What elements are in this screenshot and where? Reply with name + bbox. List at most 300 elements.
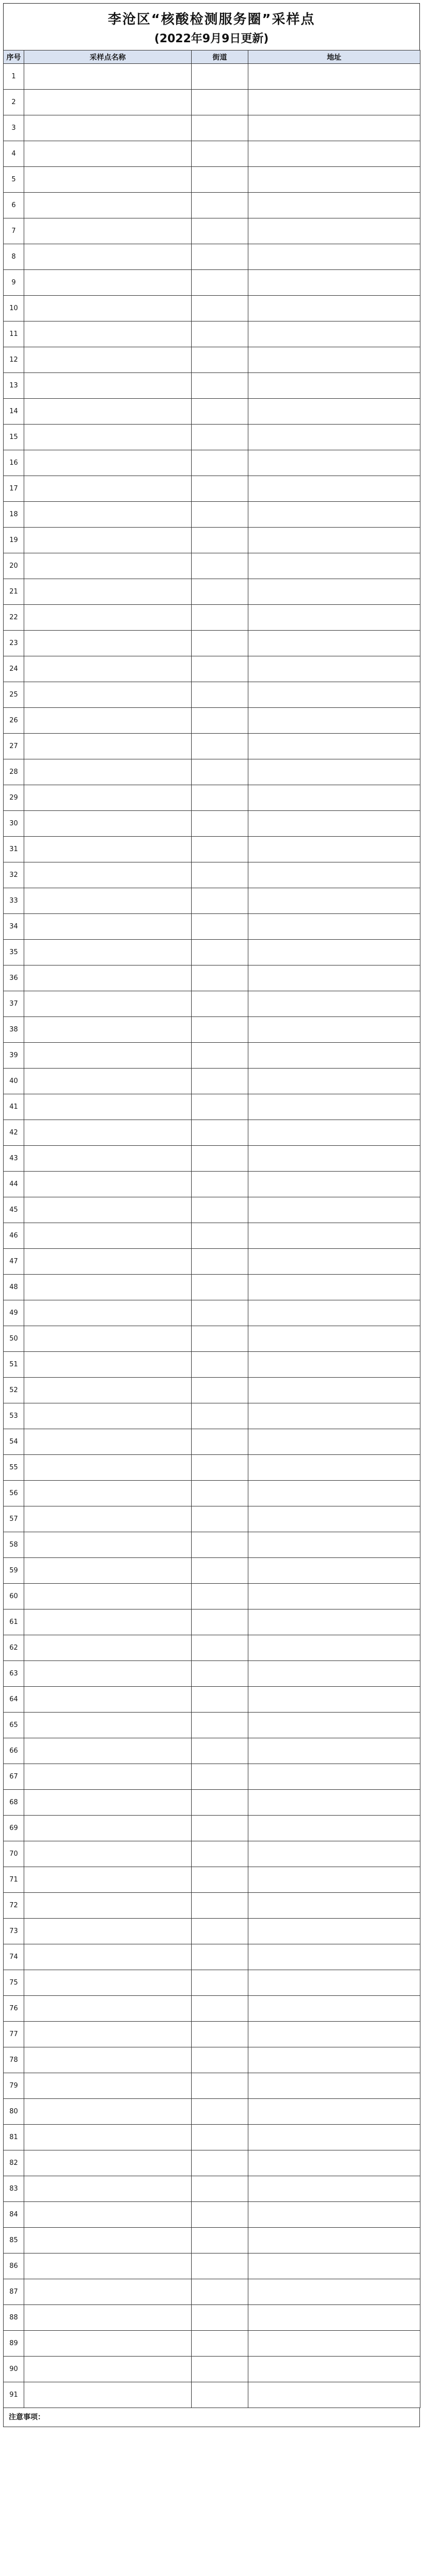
cell-name	[24, 1197, 192, 1223]
cell-name	[24, 965, 192, 991]
cell-name	[24, 502, 192, 528]
cell-address	[248, 785, 420, 811]
cell-number: 25	[4, 682, 24, 708]
cell-address	[248, 1609, 420, 1635]
table-row	[4, 1584, 420, 1609]
cell-name	[24, 399, 192, 425]
cell-name	[24, 1867, 192, 1893]
table-row	[4, 811, 420, 837]
table-row	[4, 1378, 420, 1403]
cell-number: 80	[4, 2099, 24, 2125]
cell-number: 76	[4, 1996, 24, 2022]
cell-street	[192, 502, 248, 528]
table-row	[4, 321, 420, 347]
cell-address	[248, 1790, 420, 1816]
cell-number: 90	[4, 2357, 24, 2382]
cell-street	[192, 1996, 248, 2022]
cell-number: 78	[4, 2047, 24, 2073]
table-row	[4, 2305, 420, 2331]
cell-number: 70	[4, 1841, 24, 1867]
cell-street	[192, 1017, 248, 1043]
cell-name	[24, 1713, 192, 1738]
table-row	[4, 1609, 420, 1635]
cell-address	[248, 1300, 420, 1326]
cell-number: 61	[4, 1609, 24, 1635]
cell-address	[248, 1094, 420, 1120]
table-row	[4, 656, 420, 682]
cell-number: 50	[4, 1326, 24, 1352]
cell-name	[24, 2022, 192, 2047]
table-row	[4, 1300, 420, 1326]
cell-name	[24, 1764, 192, 1790]
cell-address	[248, 425, 420, 450]
cell-name	[24, 450, 192, 476]
header	[3, 3, 420, 50]
cell-name	[24, 321, 192, 347]
cell-address	[248, 1506, 420, 1532]
cell-street	[192, 1738, 248, 1764]
cell-name	[24, 373, 192, 399]
cell-number: 40	[4, 1069, 24, 1094]
table-row	[4, 2176, 420, 2202]
cell-number: 59	[4, 1558, 24, 1584]
cell-name	[24, 2202, 192, 2228]
cell-address	[248, 2228, 420, 2253]
cell-address	[248, 631, 420, 656]
table-row	[4, 1481, 420, 1506]
cell-number: 26	[4, 708, 24, 734]
table-row	[4, 1970, 420, 1996]
cell-number: 86	[4, 2253, 24, 2279]
table-row	[4, 270, 420, 296]
cell-number: 14	[4, 399, 24, 425]
cell-name	[24, 2253, 192, 2279]
cell-street	[192, 1970, 248, 1996]
cell-address	[248, 1455, 420, 1481]
cell-street	[192, 862, 248, 888]
cell-street	[192, 1790, 248, 1816]
cell-street	[192, 605, 248, 631]
cell-number: 16	[4, 450, 24, 476]
table-row	[4, 1738, 420, 1764]
cell-number: 82	[4, 2150, 24, 2176]
cell-street	[192, 1558, 248, 1584]
cell-name	[24, 1403, 192, 1429]
table-row	[4, 708, 420, 734]
cell-address	[248, 1146, 420, 1172]
cell-street	[192, 2228, 248, 2253]
cell-address	[248, 1635, 420, 1661]
cell-street	[192, 811, 248, 837]
cell-address	[248, 1403, 420, 1429]
cell-address	[248, 759, 420, 785]
cell-name	[24, 1506, 192, 1532]
cell-number: 19	[4, 528, 24, 553]
table-row	[4, 193, 420, 218]
cell-number: 18	[4, 502, 24, 528]
table-row	[4, 1790, 420, 1816]
cell-number: 23	[4, 631, 24, 656]
cell-name	[24, 1558, 192, 1584]
cell-address	[248, 1069, 420, 1094]
cell-address	[248, 837, 420, 862]
table-row	[4, 2357, 420, 2382]
cell-name	[24, 1661, 192, 1687]
table-row	[4, 64, 420, 90]
table-row	[4, 631, 420, 656]
cell-street	[192, 2382, 248, 2408]
cell-street	[192, 553, 248, 579]
table-row	[4, 1893, 420, 1919]
table-body	[4, 64, 420, 2408]
column-header-address: 地址	[248, 50, 420, 64]
cell-street	[192, 1352, 248, 1378]
cell-name	[24, 862, 192, 888]
cell-name	[24, 914, 192, 940]
table-row	[4, 1017, 420, 1043]
cell-number: 53	[4, 1403, 24, 1429]
cell-number: 91	[4, 2382, 24, 2408]
cell-name	[24, 708, 192, 734]
cell-name	[24, 1326, 192, 1352]
cell-number: 66	[4, 1738, 24, 1764]
cell-street	[192, 1300, 248, 1326]
table-row	[4, 296, 420, 321]
cell-street	[192, 1069, 248, 1094]
cell-name	[24, 1584, 192, 1609]
table-row	[4, 759, 420, 785]
cell-number: 46	[4, 1223, 24, 1249]
cell-address	[248, 2357, 420, 2382]
cell-address	[248, 2202, 420, 2228]
cell-number: 55	[4, 1455, 24, 1481]
table-row	[4, 1455, 420, 1481]
cell-name	[24, 1816, 192, 1841]
cell-name	[24, 759, 192, 785]
table-row	[4, 837, 420, 862]
column-header-number: 序号	[4, 50, 24, 64]
cell-name	[24, 115, 192, 141]
table-row	[4, 734, 420, 759]
cell-address	[248, 1661, 420, 1687]
cell-address	[248, 1944, 420, 1970]
cell-number: 33	[4, 888, 24, 914]
cell-name	[24, 811, 192, 837]
cell-number: 11	[4, 321, 24, 347]
cell-address	[248, 244, 420, 270]
table-row	[4, 1558, 420, 1584]
table-row	[4, 1249, 420, 1275]
cell-address	[248, 862, 420, 888]
table-row	[4, 1429, 420, 1455]
cell-address	[248, 553, 420, 579]
cell-street	[192, 1275, 248, 1300]
cell-name	[24, 1120, 192, 1146]
cell-number: 54	[4, 1429, 24, 1455]
table-row	[4, 2228, 420, 2253]
cell-number: 22	[4, 605, 24, 631]
column-header-street: 街道	[192, 50, 248, 64]
cell-street	[192, 1506, 248, 1532]
cell-street	[192, 244, 248, 270]
cell-street	[192, 1429, 248, 1455]
cell-name	[24, 2279, 192, 2305]
cell-street	[192, 1326, 248, 1352]
cell-address	[248, 296, 420, 321]
cell-street	[192, 2202, 248, 2228]
cell-address	[248, 115, 420, 141]
table-row	[4, 1094, 420, 1120]
table-row	[4, 502, 420, 528]
cell-name	[24, 1249, 192, 1275]
table-row	[4, 399, 420, 425]
cell-name	[24, 1609, 192, 1635]
cell-address	[248, 528, 420, 553]
cell-number: 31	[4, 837, 24, 862]
cell-address	[248, 399, 420, 425]
cell-street	[192, 965, 248, 991]
cell-address	[248, 2022, 420, 2047]
cell-number: 43	[4, 1146, 24, 1172]
cell-address	[248, 1197, 420, 1223]
cell-address	[248, 476, 420, 502]
cell-number: 58	[4, 1532, 24, 1558]
cell-number: 6	[4, 193, 24, 218]
table-row	[4, 1867, 420, 1893]
column-header-name: 采样点名称	[24, 50, 192, 64]
cell-address	[248, 1043, 420, 1069]
cell-name	[24, 244, 192, 270]
table-row	[4, 579, 420, 605]
table-row	[4, 2382, 420, 2408]
table-row	[4, 888, 420, 914]
table-row	[4, 965, 420, 991]
cell-street	[192, 1584, 248, 1609]
table-row	[4, 373, 420, 399]
cell-address	[248, 2073, 420, 2099]
cell-street	[192, 1661, 248, 1687]
cell-number: 20	[4, 553, 24, 579]
table-row	[4, 1172, 420, 1197]
cell-number: 24	[4, 656, 24, 682]
cell-street	[192, 2150, 248, 2176]
table-row	[4, 940, 420, 965]
cell-address	[248, 734, 420, 759]
cell-name	[24, 2073, 192, 2099]
notes-title: 注意事项：	[9, 2413, 45, 2421]
cell-name	[24, 1996, 192, 2022]
table-row	[4, 553, 420, 579]
cell-number: 15	[4, 425, 24, 450]
cell-address	[248, 1867, 420, 1893]
cell-address	[248, 1764, 420, 1790]
cell-name	[24, 2099, 192, 2125]
cell-address	[248, 888, 420, 914]
table-row	[4, 1352, 420, 1378]
cell-name	[24, 1275, 192, 1300]
cell-street	[192, 631, 248, 656]
cell-address	[248, 965, 420, 991]
cell-street	[192, 991, 248, 1017]
cell-name	[24, 296, 192, 321]
cell-number: 68	[4, 1790, 24, 1816]
table-row	[4, 1223, 420, 1249]
cell-address	[248, 2099, 420, 2125]
cell-number: 32	[4, 862, 24, 888]
cell-address	[248, 1172, 420, 1197]
cell-number: 47	[4, 1249, 24, 1275]
table-row	[4, 450, 420, 476]
table-row	[4, 2073, 420, 2099]
cell-number: 28	[4, 759, 24, 785]
cell-name	[24, 631, 192, 656]
cell-number: 79	[4, 2073, 24, 2099]
cell-address	[248, 167, 420, 193]
cell-name	[24, 837, 192, 862]
cell-street	[192, 450, 248, 476]
cell-name	[24, 1919, 192, 1944]
cell-number: 44	[4, 1172, 24, 1197]
cell-street	[192, 1197, 248, 1223]
cell-address	[248, 2253, 420, 2279]
cell-address	[248, 347, 420, 373]
table-row	[4, 2331, 420, 2357]
cell-name	[24, 1429, 192, 1455]
cell-street	[192, 940, 248, 965]
cell-number: 56	[4, 1481, 24, 1506]
cell-address	[248, 2331, 420, 2357]
cell-address	[248, 682, 420, 708]
table-row	[4, 1816, 420, 1841]
cell-address	[248, 605, 420, 631]
cell-street	[192, 1764, 248, 1790]
cell-name	[24, 1970, 192, 1996]
table-row	[4, 1069, 420, 1094]
cell-street	[192, 1687, 248, 1713]
cell-name	[24, 1223, 192, 1249]
cell-address	[248, 2382, 420, 2408]
cell-street	[192, 914, 248, 940]
cell-address	[248, 270, 420, 296]
cell-number: 65	[4, 1713, 24, 1738]
table-row	[4, 1506, 420, 1532]
cell-address	[248, 90, 420, 115]
cell-number: 35	[4, 940, 24, 965]
cell-address	[248, 1816, 420, 1841]
cell-number: 83	[4, 2176, 24, 2202]
cell-name	[24, 2047, 192, 2073]
sampling-points-table	[3, 50, 420, 2408]
table-row	[4, 1197, 420, 1223]
table-row	[4, 2047, 420, 2073]
table-row	[4, 682, 420, 708]
cell-number: 42	[4, 1120, 24, 1146]
cell-address	[248, 1326, 420, 1352]
cell-name	[24, 1300, 192, 1326]
cell-number: 37	[4, 991, 24, 1017]
cell-name	[24, 1455, 192, 1481]
table-row	[4, 1532, 420, 1558]
cell-number: 88	[4, 2305, 24, 2331]
cell-name	[24, 785, 192, 811]
cell-address	[248, 1120, 420, 1146]
cell-number: 49	[4, 1300, 24, 1326]
cell-address	[248, 708, 420, 734]
cell-street	[192, 656, 248, 682]
cell-address	[248, 1429, 420, 1455]
cell-street	[192, 1713, 248, 1738]
cell-address	[248, 579, 420, 605]
cell-number: 72	[4, 1893, 24, 1919]
cell-address	[248, 450, 420, 476]
cell-address	[248, 1558, 420, 1584]
cell-name	[24, 553, 192, 579]
cell-number: 1	[4, 64, 24, 90]
cell-street	[192, 682, 248, 708]
cell-name	[24, 1944, 192, 1970]
cell-number: 52	[4, 1378, 24, 1403]
cell-name	[24, 1352, 192, 1378]
cell-name	[24, 1635, 192, 1661]
table-row	[4, 991, 420, 1017]
cell-street	[192, 2176, 248, 2202]
table-row	[4, 476, 420, 502]
cell-address	[248, 1841, 420, 1867]
table-header-row	[4, 50, 420, 64]
cell-address	[248, 991, 420, 1017]
cell-street	[192, 888, 248, 914]
cell-name	[24, 1043, 192, 1069]
cell-street	[192, 708, 248, 734]
cell-street	[192, 1403, 248, 1429]
cell-street	[192, 1867, 248, 1893]
cell-street	[192, 2253, 248, 2279]
cell-name	[24, 1172, 192, 1197]
cell-name	[24, 1893, 192, 1919]
table-row	[4, 1944, 420, 1970]
cell-street	[192, 1043, 248, 1069]
cell-number: 41	[4, 1094, 24, 1120]
cell-address	[248, 64, 420, 90]
table-row	[4, 1146, 420, 1172]
cell-address	[248, 1919, 420, 1944]
cell-number: 60	[4, 1584, 24, 1609]
cell-number: 27	[4, 734, 24, 759]
cell-street	[192, 1635, 248, 1661]
cell-name	[24, 1017, 192, 1043]
table-row	[4, 2150, 420, 2176]
table-row	[4, 141, 420, 167]
cell-name	[24, 1146, 192, 1172]
cell-address	[248, 1223, 420, 1249]
cell-number: 89	[4, 2331, 24, 2357]
cell-street	[192, 528, 248, 553]
cell-address	[248, 1378, 420, 1403]
cell-number: 63	[4, 1661, 24, 1687]
cell-address	[248, 1893, 420, 1919]
cell-address	[248, 141, 420, 167]
table-row	[4, 914, 420, 940]
cell-street	[192, 1609, 248, 1635]
cell-name	[24, 347, 192, 373]
cell-address	[248, 1584, 420, 1609]
cell-street	[192, 1919, 248, 1944]
cell-street	[192, 1146, 248, 1172]
table-row	[4, 1841, 420, 1867]
cell-name	[24, 1094, 192, 1120]
cell-street	[192, 1532, 248, 1558]
cell-name	[24, 2125, 192, 2150]
